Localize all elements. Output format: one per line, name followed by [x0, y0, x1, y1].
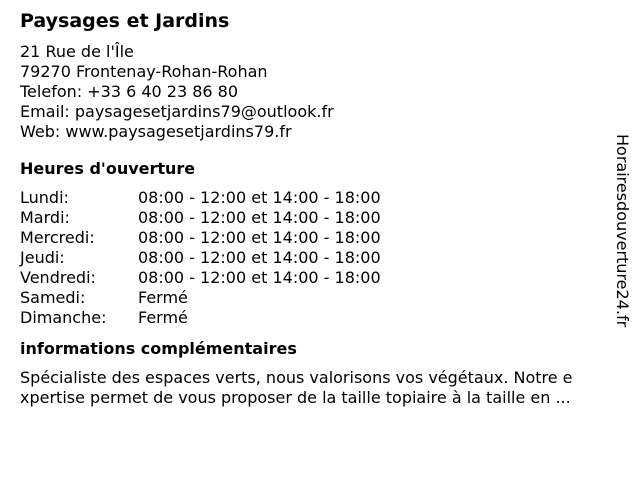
hours-row-lundi	[20, 188, 620, 208]
hours-row-mercredi	[20, 228, 620, 248]
info-line-1: Spécialiste des espaces verts, nous valorisons vos végétaux. Notre e	[20, 368, 573, 387]
hours-row-samedi	[20, 288, 620, 308]
hours-day: Mercredi:	[20, 228, 95, 247]
hours-day: Jeudi:	[20, 248, 65, 267]
address-street: 21 Rue de l'Île	[20, 42, 134, 61]
info-description	[20, 368, 620, 408]
hours-time: 08:00 - 12:00 et 14:00 - 18:00	[138, 188, 381, 207]
hours-day: Lundi:	[20, 188, 69, 207]
hours-row-dimanche	[20, 308, 620, 328]
hours-time: 08:00 - 12:00 et 14:00 - 18:00	[138, 208, 381, 227]
hours-row-mardi	[20, 208, 620, 228]
hours-row-jeudi	[20, 248, 620, 268]
hours-row-vendredi	[20, 268, 620, 288]
hours-day: Samedi:	[20, 288, 86, 307]
hours-day: Vendredi:	[20, 268, 96, 287]
info-line-2: xpertise permet de vous proposer de la taille topiaire à la taille en ...	[20, 388, 571, 407]
watermark-text: Horairesdouverture24.fr	[613, 134, 632, 328]
hours-time: 08:00 - 12:00 et 14:00 - 18:00	[138, 248, 381, 267]
hours-table	[20, 188, 620, 328]
business-card	[20, 8, 620, 408]
hours-time: Fermé	[138, 308, 188, 327]
web-line: Web: www.paysagesetjardins79.fr	[20, 122, 292, 141]
hours-day: Mardi:	[20, 208, 70, 227]
hours-heading: Heures d'ouverture	[20, 159, 196, 178]
hours-time: Fermé	[138, 288, 188, 307]
business-name: Paysages et Jardins	[20, 10, 230, 32]
hours-time: 08:00 - 12:00 et 14:00 - 18:00	[138, 228, 381, 247]
hours-time: 08:00 - 12:00 et 14:00 - 18:00	[138, 268, 381, 287]
info-heading: informations complémentaires	[20, 339, 297, 358]
address-city: 79270 Frontenay-Rohan-Rohan	[20, 62, 268, 81]
phone-line: Telefon: +33 6 40 23 86 80	[20, 82, 239, 101]
email-line: Email: paysagesetjardins79@outlook.fr	[20, 102, 334, 121]
hours-day: Dimanche:	[20, 308, 107, 327]
contact-block	[20, 42, 620, 142]
